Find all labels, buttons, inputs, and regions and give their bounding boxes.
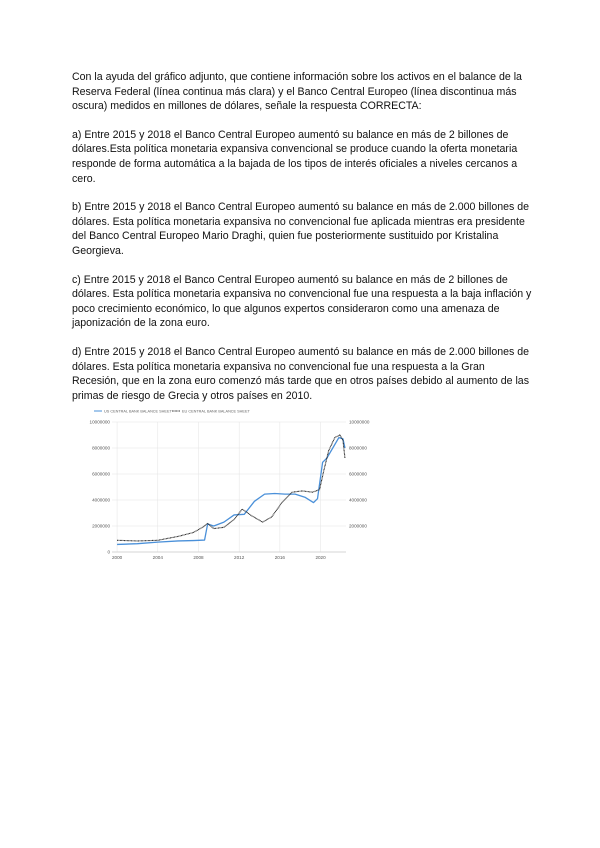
- option-d: d) Entre 2015 y 2018 el Banco Central Europeo aumentó su balance en más de 2.000 billones de dólares. Esta política monetaria expansiva no convencional fue una respuesta a la Gran Recesión, que en la zona euro comenzó más tarde que en otros países debido al aumento de las primas de riesgo de Grecia y otros países en 2010.: [72, 345, 530, 402]
- legend-label-fed: US CENTRAL BANK BALANCE SHEET: [104, 409, 172, 414]
- series-line-ecb: [117, 435, 345, 541]
- y-tick-label-left: 8000000: [92, 445, 110, 451]
- balance-sheet-chart: [84, 404, 384, 574]
- x-tick-label: 2020: [315, 555, 326, 560]
- y-tick-label-left: 0: [107, 549, 110, 555]
- y-tick-label-right: 10000000: [349, 419, 370, 425]
- chart-svg: [84, 404, 384, 574]
- question-text: [72, 70, 532, 417]
- x-tick-label: 2016: [274, 555, 285, 560]
- option-a: a) Entre 2015 y 2018 el Banco Central Europeo aumentó su balance en más de 2 billones de dólares.Esta política monetaria expansiva convencional se produce cuando la oferta monetaria responde de forma automática a la bajada de los tipos de interés oficiales a niveles cercanos a cero.: [72, 128, 518, 185]
- y-tick-label-left: 6000000: [92, 471, 110, 477]
- x-tick-label: 2008: [193, 555, 204, 560]
- y-tick-label-left: 10000000: [89, 419, 110, 425]
- x-tick-label: 2000: [111, 555, 123, 560]
- y-tick-label-right: 6000000: [349, 471, 367, 477]
- option-c: c) Entre 2015 y 2018 el Banco Central Europeo aumentó su balance en más de 2 billones de dólares. Esta política monetaria expansiva no convencional fue una respuesta a la baja inflación y poco crecimiento económico, lo que algunos expertos consideraron como una amenaza de japonización de la zona euro.: [72, 273, 532, 330]
- option-b: b) Entre 2015 y 2018 el Banco Central Europeo aumentó su balance en más de 2.000 billones de dólares. Esta política monetaria expansiva no convencional fue aplicada mientras era presidente del Banco Central Europeo Mario Draghi, quien fue posteriormente sustituido por Kristalina Georgieva.: [72, 201, 530, 257]
- question-intro: Con la ayuda del gráfico adjunto, que contiene información sobre los activos en el balance de la Reserva Federal (línea continua más clara) y el Banco Central Europeo (línea discontinua más oscura) medidos en millones de dólares, señale la respuesta CORRECTA:: [72, 71, 522, 113]
- x-tick-label: 2012: [234, 555, 245, 560]
- y-tick-label-right: 8000000: [349, 445, 367, 451]
- y-tick-label-left: 2000000: [92, 523, 110, 529]
- y-tick-label-right: 4000000: [349, 497, 367, 503]
- legend-label-ecb: EU CENTRAL BANK BALANCE SHEET: [182, 409, 250, 414]
- series-line-fed: [117, 438, 345, 545]
- y-tick-label-right: 2000000: [349, 523, 367, 529]
- x-tick-label: 2004: [152, 555, 163, 560]
- y-tick-label-left: 4000000: [92, 497, 110, 503]
